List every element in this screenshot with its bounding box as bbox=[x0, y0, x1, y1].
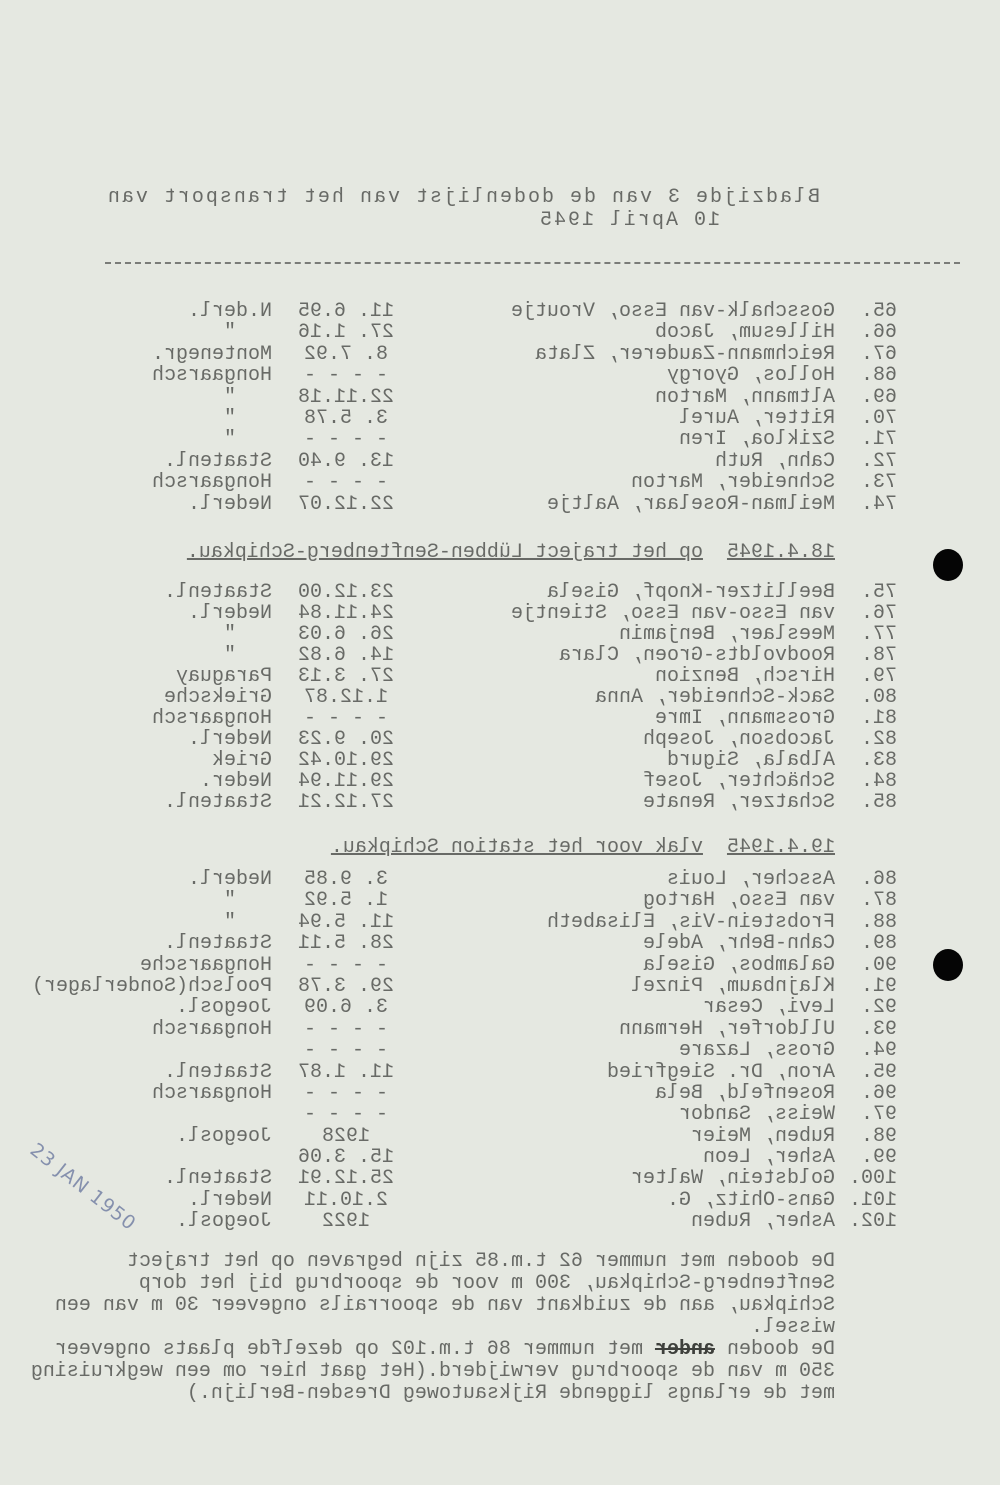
entry-nationality: Joegosl. bbox=[175, 1124, 272, 1148]
death-entry-row bbox=[0, 365, 1000, 386]
death-entry-row bbox=[0, 451, 1000, 472]
entry-nationality: " bbox=[223, 910, 236, 934]
death-entry-row bbox=[0, 869, 1000, 890]
entry-birth-date: 28. 5.11 bbox=[298, 932, 395, 956]
entry-name: Levi, Cesar bbox=[702, 996, 835, 1020]
entry-name: Meilman-Roselaar, Aaltje bbox=[546, 492, 835, 516]
death-entry-row bbox=[0, 933, 1000, 954]
entry-number: 79. bbox=[860, 665, 897, 688]
entry-name: van Esso, Hartog bbox=[642, 889, 835, 913]
entry-birth-date: 29.10.42 bbox=[298, 749, 395, 772]
entry-number: 90. bbox=[860, 953, 897, 977]
entry-nationality: Hongaarsch bbox=[151, 707, 272, 730]
entry-name: Altmann, Marton bbox=[654, 385, 835, 409]
entry-nationality: Staatenl. bbox=[163, 581, 272, 604]
entry-birth-date: - - - - bbox=[304, 1017, 389, 1041]
entry-name: van Esso-van Esso, Stientje bbox=[510, 602, 835, 625]
death-entry-row bbox=[0, 603, 1000, 624]
entry-name: Aron, Dr. Siegfried bbox=[606, 1060, 835, 1084]
entry-birth-date: 13. 9.40 bbox=[298, 449, 395, 473]
entry-birth-date: 22.12.07 bbox=[298, 492, 395, 516]
death-entry-row bbox=[0, 1126, 1000, 1147]
entry-name: Gosschalk-van Esso, Vroutje bbox=[510, 300, 835, 323]
death-entry-row bbox=[0, 301, 1000, 322]
death-entry-row bbox=[0, 344, 1000, 365]
entry-birth-date: 2.10.11 bbox=[304, 1188, 389, 1212]
document-title: Bladzijde 3 van de dodenlijst van het transport van bbox=[105, 186, 820, 209]
entry-nationality: Hongaarsch bbox=[151, 1017, 272, 1041]
entry-nationality: Nederl. bbox=[187, 1188, 272, 1212]
entry-birth-date: 29.11.94 bbox=[298, 770, 395, 793]
entries-block-1 bbox=[0, 301, 1000, 515]
entry-number: 96. bbox=[860, 1081, 897, 1105]
section-heading-date: 19.4.1945 bbox=[726, 836, 835, 859]
entry-number: 85. bbox=[860, 791, 897, 814]
death-entry-row bbox=[0, 645, 1000, 666]
death-entry-row bbox=[0, 792, 1000, 813]
entry-nationality: Nederl. bbox=[187, 728, 272, 751]
entry-name: Albala, Sigurd bbox=[666, 749, 835, 772]
date-stamp: 23 JAN 1950 bbox=[25, 1138, 141, 1236]
entry-nationality: Paraguay bbox=[175, 665, 272, 688]
entry-nationality: Nederl. bbox=[187, 602, 272, 625]
section-heading-lubben bbox=[187, 541, 835, 564]
entry-birth-date: 15. 3.06 bbox=[298, 1146, 395, 1170]
entry-number: 75. bbox=[860, 581, 897, 604]
entry-number: 80. bbox=[860, 686, 897, 709]
burial-note-line bbox=[31, 1339, 835, 1361]
death-entry-row bbox=[0, 494, 1000, 515]
section-heading-schipkau bbox=[331, 836, 835, 859]
punch-hole bbox=[933, 549, 963, 581]
entry-number: 72. bbox=[860, 449, 897, 473]
entry-nationality: " bbox=[223, 406, 236, 430]
entry-nationality: Nederl. bbox=[187, 868, 272, 891]
entry-name: Jacobson, Joseph bbox=[642, 728, 835, 751]
struck-out-word: ander bbox=[654, 1338, 715, 1361]
burial-note-line: De dooden met nummer 62 t.m.85 zijn begraven op het traject bbox=[126, 1250, 835, 1273]
entry-name: Asher, Ruben bbox=[690, 1210, 835, 1234]
entry-nationality: N.derl. bbox=[187, 300, 272, 323]
entry-birth-date: 3. 6.09 bbox=[304, 996, 389, 1020]
entry-name: Ritter, Aurel bbox=[678, 406, 835, 430]
entry-name: Weiss, Sandor bbox=[678, 1103, 835, 1127]
death-entry-row bbox=[0, 687, 1000, 708]
entry-name: Grossmann, Imre bbox=[654, 707, 835, 730]
entry-birth-date: 23.12.00 bbox=[298, 581, 395, 604]
entry-number: 99. bbox=[860, 1146, 897, 1170]
entry-birth-date: 24.11.84 bbox=[298, 602, 395, 625]
section-heading-text: op het traject Lübben-Senftenberg-Schipkau. bbox=[186, 541, 703, 564]
entry-name: Schneider, Marton bbox=[630, 471, 835, 495]
entry-nationality: Hongaarsch bbox=[151, 471, 272, 495]
entry-nationality: Nederl. bbox=[187, 492, 272, 516]
entry-name: Beellitzer-Knopf, Gisela bbox=[546, 581, 835, 604]
entry-birth-date: - - - - bbox=[304, 364, 389, 388]
entry-number: 77. bbox=[860, 623, 897, 646]
entry-name: Schächter, Josef bbox=[642, 770, 835, 793]
death-entry-row bbox=[0, 1104, 1000, 1125]
section-heading-date: 18.4.1945 bbox=[726, 541, 835, 564]
entry-nationality: " bbox=[223, 889, 236, 913]
entry-birth-date: 1. 5.92 bbox=[304, 889, 389, 913]
entry-name: Cahn, Ruth bbox=[714, 449, 835, 473]
punch-hole bbox=[933, 949, 963, 981]
death-entry-row bbox=[0, 666, 1000, 687]
entry-name: Schatzer, Renate bbox=[642, 791, 835, 814]
entry-birth-date: 3. 9.85 bbox=[304, 868, 389, 891]
entry-number: 82. bbox=[860, 728, 897, 751]
entry-birth-date: 14. 6.82 bbox=[298, 644, 395, 667]
entry-number: 78. bbox=[860, 644, 897, 667]
entry-birth-date: 27.12.21 bbox=[298, 791, 395, 814]
entry-nationality: Hongaarsch bbox=[151, 1081, 272, 1105]
entry-number: 66. bbox=[860, 321, 897, 345]
death-entry-row bbox=[0, 997, 1000, 1018]
death-entry-row bbox=[0, 708, 1000, 729]
burial-note bbox=[31, 1251, 835, 1405]
entry-number: 70. bbox=[860, 406, 897, 430]
entry-name: Ruben, Meier bbox=[690, 1124, 835, 1148]
death-entry-row bbox=[0, 976, 1000, 997]
entry-nationality: Griek bbox=[211, 749, 272, 772]
entry-name: Szikloa, Iren bbox=[678, 428, 835, 452]
entry-name: Ulldorfer, Hermann bbox=[618, 1017, 835, 1041]
entry-nationality: Staatenl. bbox=[163, 932, 272, 956]
entry-nationality: Staatenl. bbox=[163, 1167, 272, 1191]
entry-birth-date: 1928 bbox=[322, 1124, 371, 1148]
entry-nationality: " bbox=[223, 385, 236, 409]
entry-number: 93. bbox=[860, 1017, 897, 1041]
death-entry-row bbox=[0, 624, 1000, 645]
burial-note-line: Senftenberg-Schipkau, 300 m voor de spoorbrug bij het dorp bbox=[138, 1272, 835, 1295]
entry-number: 81. bbox=[860, 707, 897, 730]
death-entry-row bbox=[0, 890, 1000, 911]
death-entry-row bbox=[0, 1040, 1000, 1061]
entry-nationality: Grieksche bbox=[163, 686, 272, 709]
entry-birth-date: 27. 1.16 bbox=[298, 321, 395, 345]
entry-name: Hillesum, Jacob bbox=[654, 321, 835, 345]
entry-birth-date: - - - - bbox=[304, 953, 389, 977]
burial-note-line: wissel. bbox=[750, 1316, 835, 1339]
entry-nationality: " bbox=[223, 428, 236, 452]
entry-nationality: Hongaarsch bbox=[151, 364, 272, 388]
entry-number: 69. bbox=[860, 385, 897, 409]
entry-birth-date: - - - - bbox=[304, 428, 389, 452]
entry-number: 95. bbox=[860, 1060, 897, 1084]
death-entry-row bbox=[0, 582, 1000, 603]
entry-nationality: Staatenl. bbox=[163, 1060, 272, 1084]
death-entry-row bbox=[0, 1147, 1000, 1168]
death-entry-row bbox=[0, 1190, 1000, 1211]
entry-number: 102. bbox=[848, 1210, 897, 1234]
entry-number: 73. bbox=[860, 471, 897, 495]
entry-number: 87. bbox=[860, 889, 897, 913]
death-entry-row bbox=[0, 1083, 1000, 1104]
entry-number: 76. bbox=[860, 602, 897, 625]
entry-name: Roodvoldts-Groen, Clara bbox=[558, 644, 835, 667]
entry-nationality: " bbox=[223, 321, 236, 345]
entry-birth-date: 11. 6.95 bbox=[298, 300, 395, 323]
entry-name: Galambos, Gisela bbox=[642, 953, 835, 977]
entry-name: Goldstein, Walter bbox=[630, 1167, 835, 1191]
entry-number: 74. bbox=[860, 492, 897, 516]
death-entry-row bbox=[0, 729, 1000, 750]
entry-birth-date: 11. 1.87 bbox=[298, 1060, 395, 1084]
death-entry-row bbox=[0, 771, 1000, 792]
death-entry-row bbox=[0, 472, 1000, 493]
entry-name: Meeslaer, Benjamin bbox=[618, 623, 835, 646]
entry-name: Gross, Lazare bbox=[678, 1039, 835, 1063]
entry-number: 92. bbox=[860, 996, 897, 1020]
entry-nationality: Poolsch(Sonderlager) bbox=[31, 974, 272, 998]
entry-birth-date: 20. 9.23 bbox=[298, 728, 395, 751]
death-entry-row bbox=[0, 1062, 1000, 1083]
entry-birth-date: - - - - bbox=[304, 1081, 389, 1105]
entry-number: 98. bbox=[860, 1124, 897, 1148]
entry-nationality: Staatenl. bbox=[163, 791, 272, 814]
death-entry-row bbox=[0, 955, 1000, 976]
entry-number: 86. bbox=[860, 868, 897, 891]
death-entry-row bbox=[0, 429, 1000, 450]
entry-name: Hollos, Gyorgy bbox=[666, 364, 835, 388]
entry-number: 91. bbox=[860, 974, 897, 998]
entry-birth-date: 22.11.18 bbox=[298, 385, 395, 409]
entry-name: Gans-Ohitz, G. bbox=[666, 1188, 835, 1212]
dashed-separator bbox=[105, 262, 960, 264]
entry-name: Klajnbaum, Pinzel bbox=[630, 974, 835, 998]
entry-number: 71. bbox=[860, 428, 897, 452]
entry-number: 84. bbox=[860, 770, 897, 793]
entry-nationality: " bbox=[223, 644, 236, 667]
burial-note-line: 350 m van de spoorbrug verwijderd.(Het gaat hier om een wegkruising bbox=[30, 1360, 835, 1383]
entry-number: 88. bbox=[860, 910, 897, 934]
burial-note-text: met nummer 86 t.m.102 op dezelfde plaats ongeveer bbox=[54, 1338, 643, 1361]
death-entry-row bbox=[0, 750, 1000, 771]
entry-number: 65. bbox=[860, 300, 897, 323]
entry-name: Sack-Schneider, Anna bbox=[594, 686, 835, 709]
entry-birth-date: 1.12.87 bbox=[304, 686, 389, 709]
burial-note-line: met de erlangs liggende Rijksautoweg Dresden-Berlijn.) bbox=[186, 1382, 835, 1405]
entry-birth-date: 25.12.91 bbox=[298, 1167, 395, 1191]
entry-number: 100. bbox=[848, 1167, 897, 1191]
entry-name: Asher, Leon bbox=[702, 1146, 835, 1170]
entry-number: 83. bbox=[860, 749, 897, 772]
entry-name: Frobstein-Vis, Elisabeth bbox=[546, 910, 835, 934]
entry-name: Reichmann-Zauderer, Zlata bbox=[534, 342, 835, 366]
burial-note-text: De dooden bbox=[726, 1338, 835, 1361]
entry-nationality: Montenegr. bbox=[151, 342, 272, 366]
entry-number: 94. bbox=[860, 1039, 897, 1063]
entry-birth-date: 11. 5.94 bbox=[298, 910, 395, 934]
entry-birth-date: - - - - bbox=[304, 707, 389, 730]
death-entry-row bbox=[0, 1019, 1000, 1040]
entry-birth-date: - - - - bbox=[304, 471, 389, 495]
entry-nationality: " bbox=[223, 623, 236, 646]
entry-name: Hirsch, Benzion bbox=[654, 665, 835, 688]
death-entry-row bbox=[0, 322, 1000, 343]
burial-note-line: Schipkau, aan de zuidkant van de spoorrails ongeveer 30 m van een bbox=[54, 1294, 835, 1317]
entry-birth-date: 1922 bbox=[322, 1210, 371, 1234]
document-date: 10 April 1945 bbox=[537, 209, 720, 232]
entry-birth-date: 8. 7.92 bbox=[304, 342, 389, 366]
entry-number: 101. bbox=[848, 1188, 897, 1212]
entry-number: 89. bbox=[860, 932, 897, 956]
entry-birth-date: 26. 6.03 bbox=[298, 623, 395, 646]
death-entry-row bbox=[0, 912, 1000, 933]
death-entry-row bbox=[0, 408, 1000, 429]
entry-nationality: Neder. bbox=[199, 770, 272, 793]
entries-block-lubben bbox=[0, 582, 1000, 813]
death-entry-row bbox=[0, 1168, 1000, 1189]
entry-birth-date: 3. 5.78 bbox=[304, 406, 389, 430]
entry-name: Asscher, Louis bbox=[666, 868, 835, 891]
death-entry-row bbox=[0, 1211, 1000, 1232]
entry-nationality: Joegosl. bbox=[175, 1210, 272, 1234]
section-heading-text: vlak voor het station Schipkau. bbox=[330, 836, 703, 859]
entries-block-schipkau bbox=[0, 869, 1000, 1233]
entry-nationality: Joegosl. bbox=[175, 996, 272, 1020]
death-entry-row bbox=[0, 387, 1000, 408]
entry-number: 97. bbox=[860, 1103, 897, 1127]
entry-name: Rosenfeld, Bela bbox=[654, 1081, 835, 1105]
entry-nationality: Hongaarsche bbox=[139, 953, 272, 977]
entry-nationality: Staatenl. bbox=[163, 449, 272, 473]
entry-number: 68. bbox=[860, 364, 897, 388]
entry-name: Cahn-Behr, Adele bbox=[642, 932, 835, 956]
entry-number: 67. bbox=[860, 342, 897, 366]
entry-birth-date: 27. 3.13 bbox=[298, 665, 395, 688]
entry-birth-date: - - - - bbox=[304, 1039, 389, 1063]
entry-birth-date: - - - - bbox=[304, 1103, 389, 1127]
entry-birth-date: 29. 3.78 bbox=[298, 974, 395, 998]
